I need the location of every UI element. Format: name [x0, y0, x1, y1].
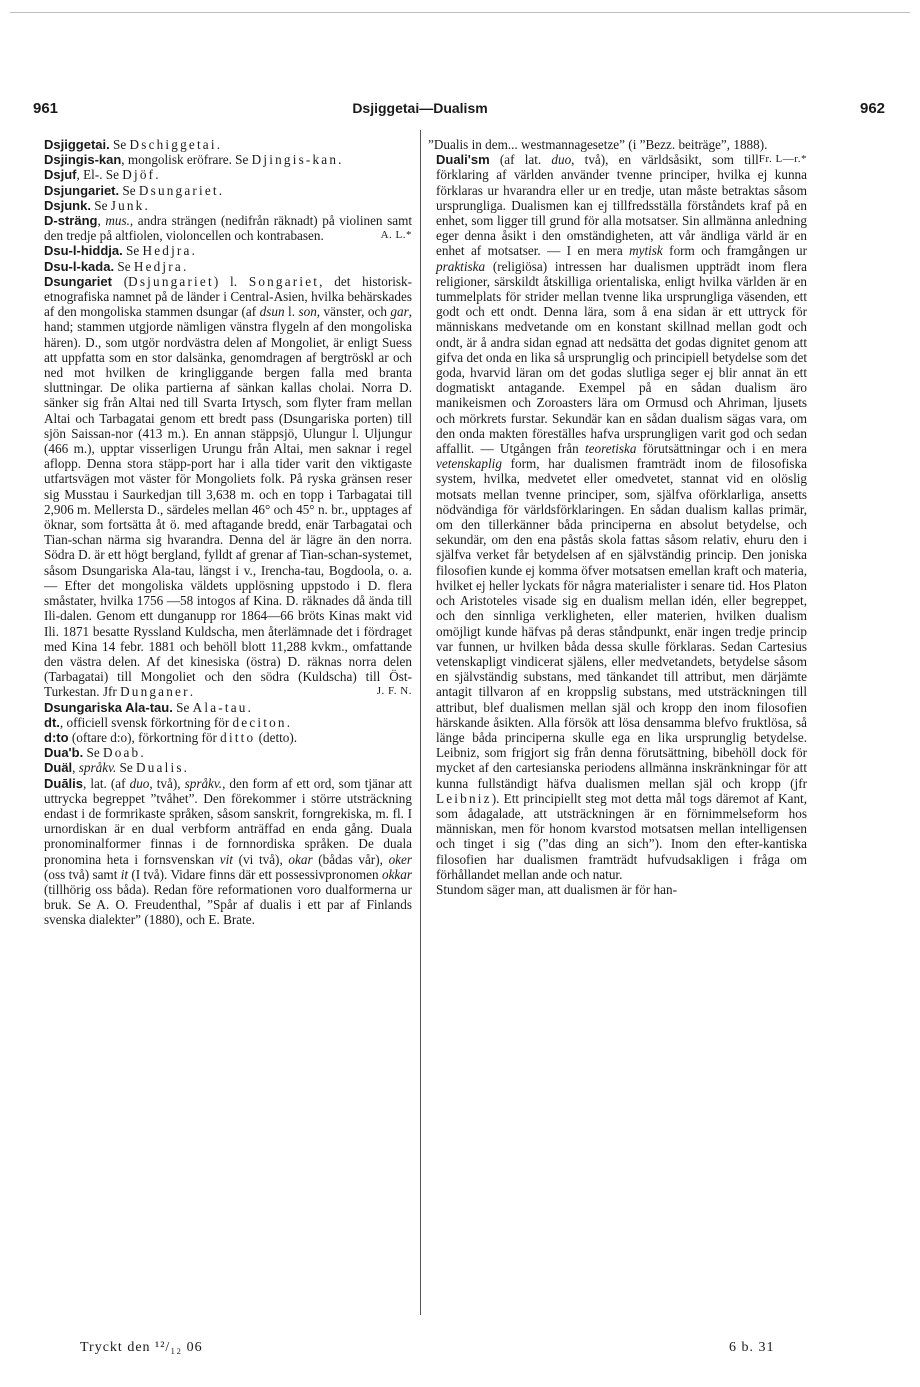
entry-dualism: Duali'sm (af lat. duo, två), en världsåsikt, som till förklaring af världen använder tvenne principer, hvilka ej kunna förklaras ur hvarandra eller ur en tredje, utan måste betraktas såsom ursprungliga. Dualismen kan ej tillfredsställa förståndets kraf på en enhet, som ligger till grund för alla motsatser. Sin allmänna anledning eger denna åsikt i den omständigheten, att vår ändliga värld är en enhet af motsatser. — I en mera mytisk form och framgången ur praktiska (religiösa) intressen har dualismen uppträdt inom flera religioner, särskildt åtskilliga orientaliska, enligt hvilka världen är en tummelplats för strider mellan tvenne lika ursprungliga väsenden, ett godt och ett ondt. Denna lära, som å ena sidan är ett uttryck för människans medvetande om en konstant skillnad mellan godt och ondt, är å andra sidan egnad att nedsätta det godas dignitet genom att gifva det onda en lika så ursprunglig och principiell betydelse som det goda, hvarvid läran om det godas slutliga seger ej blir annat än ett dogmatiskt antagande. Exempel på en sådan dualism äro manikeismen och Zoroasters lära om Ormusd och Ahriman, ljusets och mörkrets furstar. Sekundär kan en sådan dualism sägas vara, om den onda makten föreställes hafva ursprungligen varit god och sedan affallit. — Utgången från teoretiska förutsättningar och i en mera vetenskaplig form, har dualismen framträdt inom de filosofiska system, hvilka, medvetet eller omedvetet, stannat vid en olöslig motsats mellan tvenne principer, som, själfva oförklarliga, ansetts nödvändiga för världsförklaringen. En sådan dualism kallas primär, om den tillerkänner båda principerna en absolut betydelse, och sekundär, om den ena påstås skola fattas såsom relativ, ehuru den i själfva verket får betydelsen af en självständig princip. Den joniska filosofien kunde ej komma öfver motsatsen emellan kraft och materia, hvilket ej heller lyckats för några materialister i senare tid. Hos Platon och Aristoteles visade sig en dualism mellan idén, eller begreppet, och den sinnliga verkligheten, eller materien, hvilken dualism omöjligt kunde häfvas på deras ståndpunkt, enär ingen tredje princip var funnen, ur hvilken båda dessa skulle förklaras. Sedan Cartesius vetenskapligt vindicerat själens, eller medvetandets, betydelse såsom en självständig substans, med tänkandet till attribut, men därjämte antagit tillvaron af en kroppslig substans, med utsträckningen till attribut, blef dualismen mellan själ och kropp den inom filosofien härskande åsikten. Alla försök att lösa densamma blefvo fruktlösa, så länge båda principerna skulle ega en lika ursprunglig betydelse. Leibniz, som frigjort sig från denna förutsättning, bibehöll dock för mycket af den cartesianska periodens allmänna inskränkningar för att kunna fullständigt häfva dualismen mellan själ och kropp (jfr Leibniz). Ett principiellt steg mot detta mål togs däremot af Kant, som ådagalade, att utsträckningen är en förnimmelseform hos människan, men för honom kvarstod motsatsen mellan intelligensen och tinget i sig (”das ding an sich”). Inom den efter-kantiska filosofien har dualismen framträdt hufvudsakligen i fråga om förhållandet mellan ande och natur.: [436, 152, 808, 882]
entry-dsjunk: Dsjunk. Se Junk.: [44, 197, 148, 213]
entry-dsu-l-kada: Dsu-l-kada. Se Hedjra.: [44, 258, 187, 274]
author-signature: A. L.*: [380, 229, 412, 242]
column-left: [36, 137, 412, 928]
page-footer: [0, 1340, 920, 1360]
page-number-left: 961: [33, 100, 59, 117]
entry-d-strang: D-sträng, mus., andra strängen (nedifrån räknadt) på violinen samt den tredje på altfiolen, violoncellen och kontrabasen. A. L.*: [44, 213, 413, 244]
entry-dsjiggetai: Dsjiggetai. Se Dschiggetai.: [44, 137, 221, 152]
entry-duab: Dua'b. Se Doab.: [44, 745, 144, 761]
entry-dualis-continued: ”Dualis in dem... westmannagesetze” (i ”Bezz. beiträge”, 1888). Fr. L—r.*: [428, 137, 807, 152]
entry-dsjungariet: Dsjungariet. Se Dsungariet.: [44, 182, 223, 198]
top-rule: [10, 12, 910, 13]
page-header: [0, 100, 920, 122]
sheet-number: 6 b. 31: [729, 1340, 775, 1355]
entry-dual: Duäl, språkv. Se Dualis.: [44, 760, 187, 776]
column-divider: [420, 130, 421, 1315]
print-date: Tryckt den ¹²/₁₂ 06: [80, 1340, 203, 1355]
entry-dt: dt., officiell svensk förkortning för deciton.: [44, 714, 291, 730]
entry-dsungariet: Dsungariet (Dsjungariet) l. Songariet, det historisk-etnografiska namnet på de länder i Central-Asien, hvilka behärskades af den mongoliska stammen dsungar (af dsun l. son, vänster, och gar, hand; stammen utgjorde nämligen vänstra flygeln af den mongoliska hären). D., som utgör nordvästra delen af Mongoliet, är enligt Suess att uppfatta som en stor dalsänka, genomdragen af bergtröskl ar och ned mot hvilken de kringliggande bergen falla med branta sluttningar. De olika partierna af sänkan kallas cholai. Norra D. sänker sig från Altai ned till Svarta Irtysch, som flyter fram mellan Altai och Tarbagatai genom ett bredt pass (Dsungariska porten) till sjön Saissan-nor (413 m.). En annan stäppsjö, Ulungur l. Uljungur (466 m.), upptar visserligen Urungu från Altai, men saknar i regel aflopp. Denna stora stäpp-port har i alla tider varit den viktigaste utfartsvägen mot väster för Mongoliets folk. På ryska gränsen reser sig Musstau i Saurkedjan till 3,638 m. och en topp i Tarbagatai till 2,906 m. Mellersta D., särdeles mellan 46° och 45° n. br., upptages af öknar, som fortsätta åt ö. med aftagande bredd, enär Tarbagatai och Tian-schan närma sig hvarandra. Denna del är lägre än den norra. Södra D. är ett högt bergland, fylldt af grenar af Tian-schan-systemet, såsom Dsungariska Ala-tau, längst i v., Irencha-tau, Bogdoola, o. a. — Efter det mongoliska väldets upplösning uppstodo i D. flera småstater, hvilka 1756 —58 intogos af Kina. D. räknades då ända till Ili-dalen. Genom ett dunganupp ror 1864—66 bröts Kinas makt vid Ili. 1871 besatte Ryssland Kuldscha, men återlämnade det i fördraget med Kina 14 febr. 1881 och behöll blott 11,288 kvkm., omfattande den västra delen. Af det kinesiska (östra) D. räknas norra delen (Tarbagatai) till Mongoliet och den södra (Kuldscha) till Öst-Turkestan. Jfr Dunganer. J. F. N.: [44, 273, 413, 700]
author-signature: Fr. L—r.*: [758, 153, 807, 166]
entry-dsu-l-hiddja: Dsu-l-hiddja. Se Hedjra.: [44, 243, 195, 259]
entry-dsjuf: Dsjuf, El-. Se Djöf.: [44, 167, 159, 183]
entry-d-to: d:to (oftare d:o), förkortning för ditto (detto).: [44, 729, 298, 745]
column-right: [428, 137, 807, 897]
author-signature: J. F. N.: [376, 685, 412, 698]
entry-dualism-last-line: Stundom säger man, att dualismen är för han-: [436, 881, 677, 897]
page-number-right: 962: [860, 100, 886, 117]
entry-dsungariska-ala-tau: Dsungariska Ala-tau. Se Ala-tau.: [44, 699, 251, 715]
entry-dsjingis-kan: Dsjingis-kan, mongolisk eröfrare. Se Djingis-kan.: [44, 152, 342, 168]
running-title: Dsjiggetai—Dualism: [352, 100, 488, 116]
entry-dualis: Duālis, lat. (af duo, två), språkv., den form af ett ord, som tjänar att uttrycka begreppet ”tvåhet”. Den förekommer i större utsträckning endast i de formrikaste språken, såsom sanskrit, forngrekiska, m. fl. I urnordiskan är en dual verbform anträffad en enda gång. Duala pronominalformer finnas i de fornnordiska språken. De duala pronomina heta i fornsvenskan vit (vi två), okar (bådas vår), oker (oss två) samt it (I två). Vidare finns där ett possessivpronomen okkar (tillhörig oss båda). Redan före reformationen voro dualformerna ur bruk. Se A. O. Freudenthal, ”Spår af dualis i ett par af Finlands svenska dialekter” (1880), och E. Brate.: [44, 775, 412, 928]
